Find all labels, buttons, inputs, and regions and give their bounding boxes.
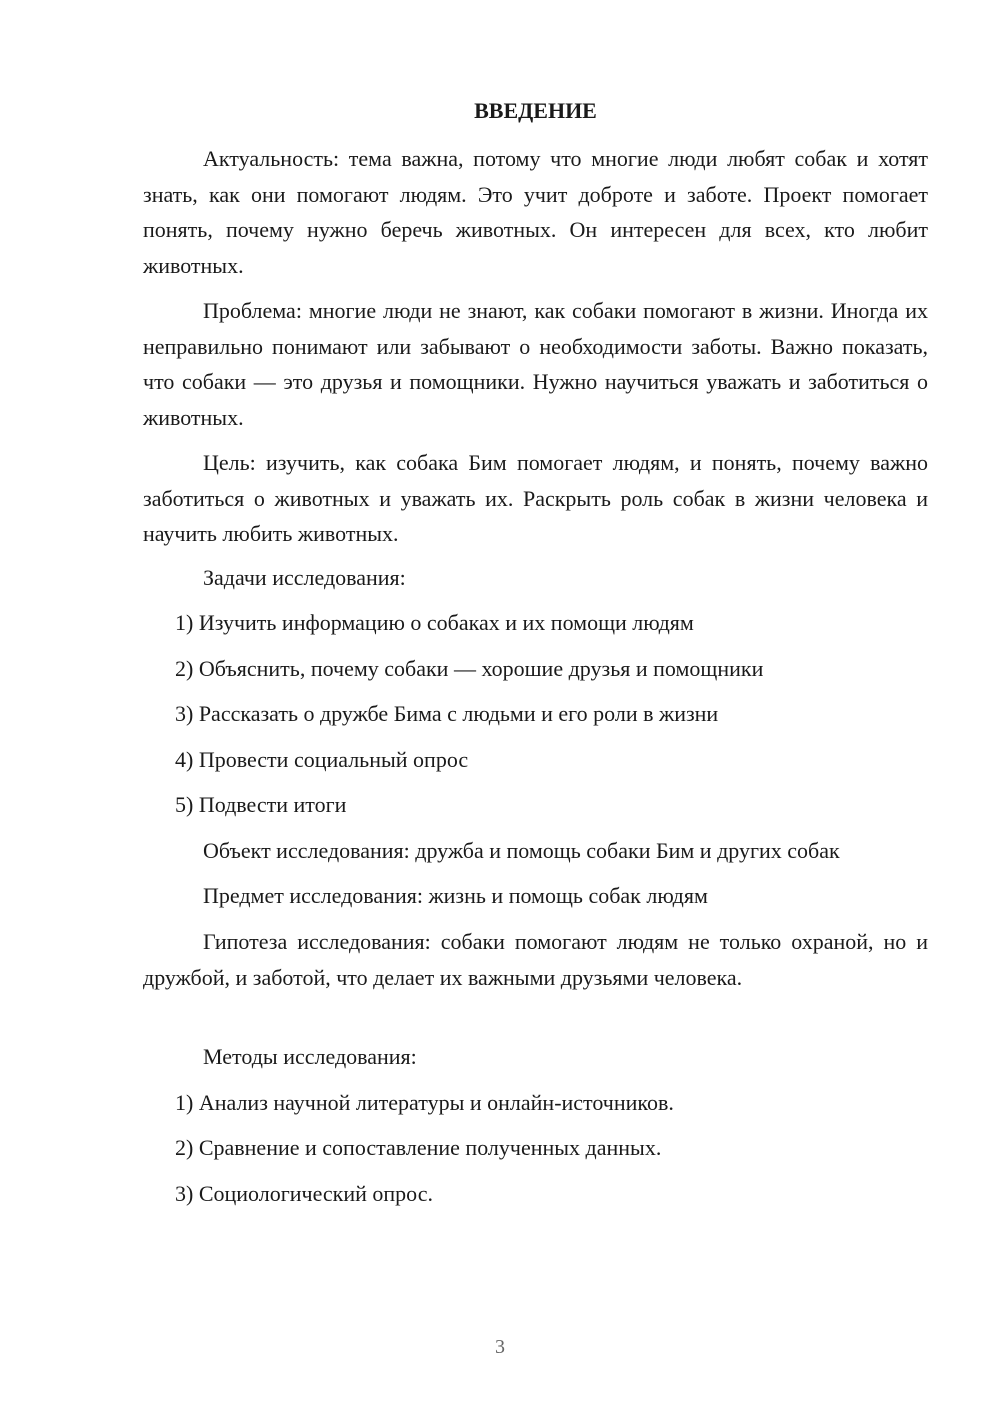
- task-item-2: 2) Объяснить, почему собаки — хорошие друзья и помощники: [175, 656, 764, 681]
- method-item-3: 3) Социологический опрос.: [175, 1181, 433, 1206]
- page-number: 3: [495, 1336, 505, 1358]
- method-item-1: 1) Анализ научной литературы и онлайн-источников.: [175, 1090, 674, 1115]
- research-subject: Предмет исследования: жизнь и помощь собак людям: [203, 883, 708, 908]
- research-object: Объект исследования: дружба и помощь собаки Бим и других собак: [203, 838, 840, 863]
- method-item-2: 2) Сравнение и сопоставление полученных данных.: [175, 1135, 662, 1160]
- task-item-5: 5) Подвести итоги: [175, 792, 347, 817]
- relevance-paragraph: Актуальность: тема важна, потому что многие люди любят собак и хотят знать, как они помогают людям. Это учит доброте и заботе. Проект помогает понять, почему нужно беречь животных. Он интересен для всех, кто любит животных.: [143, 146, 928, 278]
- task-item-3: 3) Рассказать о дружбе Бима с людьми и его роли в жизни: [175, 701, 719, 726]
- section-title: ВВЕДЕНИЕ: [474, 98, 597, 123]
- problem-paragraph: Проблема: многие люди не знают, как собаки помогают в жизни. Иногда их неправильно понимают или забывают о необходимости заботы. Важно показать, что собаки — это друзья и помощники. Нужно научиться уважать и заботиться о животных.: [143, 298, 928, 430]
- task-item-1: 1) Изучить информацию о собаках и их помощи людям: [175, 610, 694, 635]
- tasks-heading: Задачи исследования:: [203, 565, 406, 590]
- hypothesis-paragraph: Гипотеза исследования: собаки помогают людям не только охраной, но и дружбой, и заботой, что делает их важными друзьями человека.: [143, 929, 928, 990]
- task-item-4: 4) Провести социальный опрос: [175, 747, 469, 772]
- methods-heading: Методы исследования:: [203, 1044, 417, 1069]
- goal-paragraph: Цель: изучить, как собака Бим помогает людям, и понять, почему важно заботиться о животных и уважать их. Раскрыть роль собак в жизни человека и научить любить животных.: [143, 450, 928, 546]
